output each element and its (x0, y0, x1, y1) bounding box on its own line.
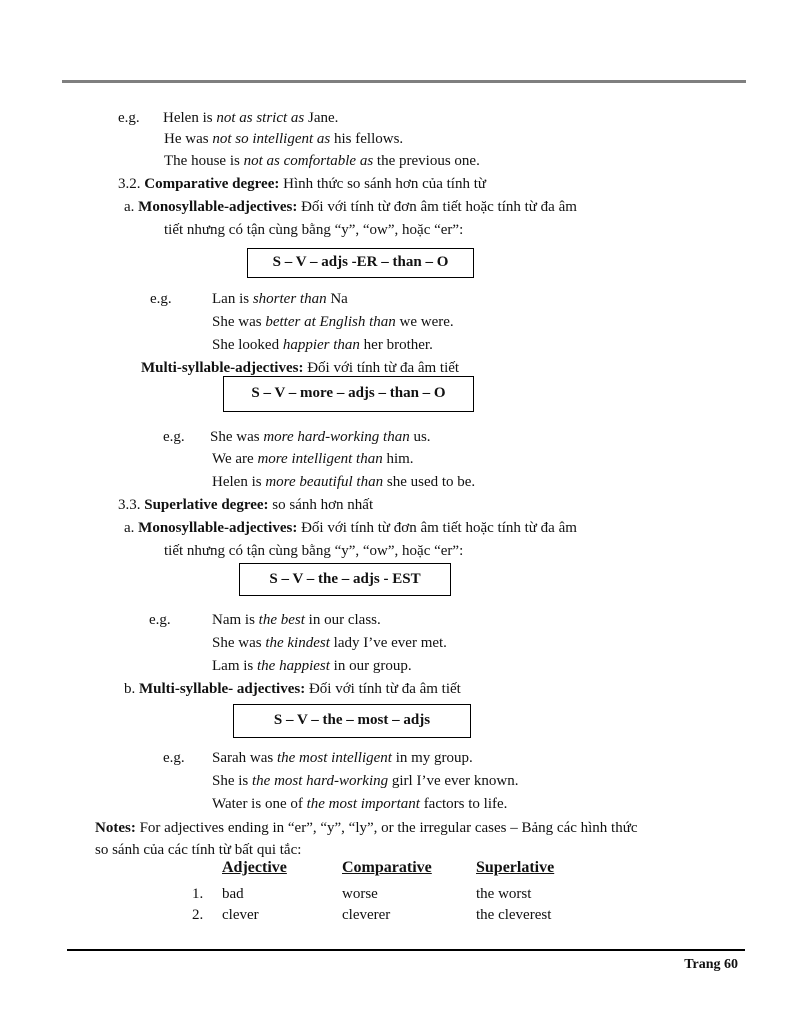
section-heading-3-2: 3.2. Comparative degree: Hình thức so sánh hơn của tính từ (118, 176, 487, 192)
formula-box: S – V – adjs -ER – than – O (247, 248, 474, 278)
eg-label: e.g. (149, 612, 171, 628)
subsection-heading-mono: a. Monosyllable-adjectives: Đối với tính từ đơn âm tiết hoặc tính từ đa âm (124, 199, 577, 215)
page-number: Trang 60 (684, 957, 738, 972)
example-line: The house is not as comfortable as the previous one. (164, 153, 480, 169)
eg-label: e.g. (163, 750, 185, 766)
table-cell: cleverer (342, 907, 391, 923)
column-header-superlative: Superlative (476, 859, 555, 876)
example-line: She is the most hard-working girl I’ve ever known. (212, 773, 519, 789)
example-line: Lan is shorter than Na (212, 291, 348, 307)
example-line: Water is one of the most important factors to life. (212, 796, 508, 812)
subsection-heading-multi: b. Multi-syllable- adjectives: Đối với tính từ đa âm tiết (124, 681, 461, 697)
subsection-heading-multi: Multi-syllable-adjectives: Đối với tính từ đa âm tiết (141, 360, 460, 376)
column-header-comparative: Comparative (342, 859, 432, 876)
formula-box: S – V – the – most – adjs (233, 704, 471, 738)
example-line: Helen is not as strict as Jane. (163, 110, 339, 126)
column-header-adjective: Adjective (222, 859, 287, 876)
notes-continuation: so sánh của các tính từ bất qui tắc: (95, 842, 302, 858)
formula-box: S – V – the – adjs - EST (239, 563, 451, 596)
footer-rule (67, 949, 745, 951)
table-cell: the worst (476, 886, 532, 902)
example-line: She was better at English than we were. (212, 314, 454, 330)
notes-paragraph: Notes: For adjectives ending in “er”, “y”, “ly”, or the irregular cases – Bảng các hình thức (95, 820, 638, 836)
example-line: He was not so intelligent as his fellows. (164, 131, 404, 147)
example-line: We are more intelligent than him. (212, 451, 414, 467)
section-heading-3-3: 3.3. Superlative degree: so sánh hơn nhất (118, 497, 374, 513)
table-cell: bad (222, 886, 244, 902)
example-line: She looked happier than her brother. (212, 337, 433, 353)
eg-label: e.g. (163, 429, 185, 445)
table-row-number: 2. (192, 907, 204, 923)
example-line: She was the kindest lady I’ve ever met. (212, 635, 447, 651)
example-line: Sarah was the most intelligent in my group. (212, 750, 473, 766)
table-cell: worse (342, 886, 378, 902)
example-line: Helen is more beautiful than she used to be. (212, 474, 476, 490)
example-line: She was more hard-working than us. (210, 429, 431, 445)
subsection-continuation: tiết nhưng có tận cùng bằng “y”, “ow”, hoặc “er”: (164, 222, 464, 238)
header-rule (62, 80, 746, 83)
subsection-heading-mono: a. Monosyllable-adjectives: Đối với tính từ đơn âm tiết hoặc tính từ đa âm (124, 520, 577, 536)
subsection-continuation: tiết nhưng có tận cùng bằng “y”, “ow”, hoặc “er”: (164, 543, 464, 559)
example-line: Lam is the happiest in our group. (212, 658, 412, 674)
table-cell: clever (222, 907, 259, 923)
table-cell: the cleverest (476, 907, 552, 923)
eg-label: e.g. (118, 110, 140, 126)
formula-box: S – V – more – adjs – than – O (223, 376, 474, 412)
table-row-number: 1. (192, 886, 204, 902)
example-line: Nam is the best in our class. (212, 612, 381, 628)
eg-label: e.g. (150, 291, 172, 307)
